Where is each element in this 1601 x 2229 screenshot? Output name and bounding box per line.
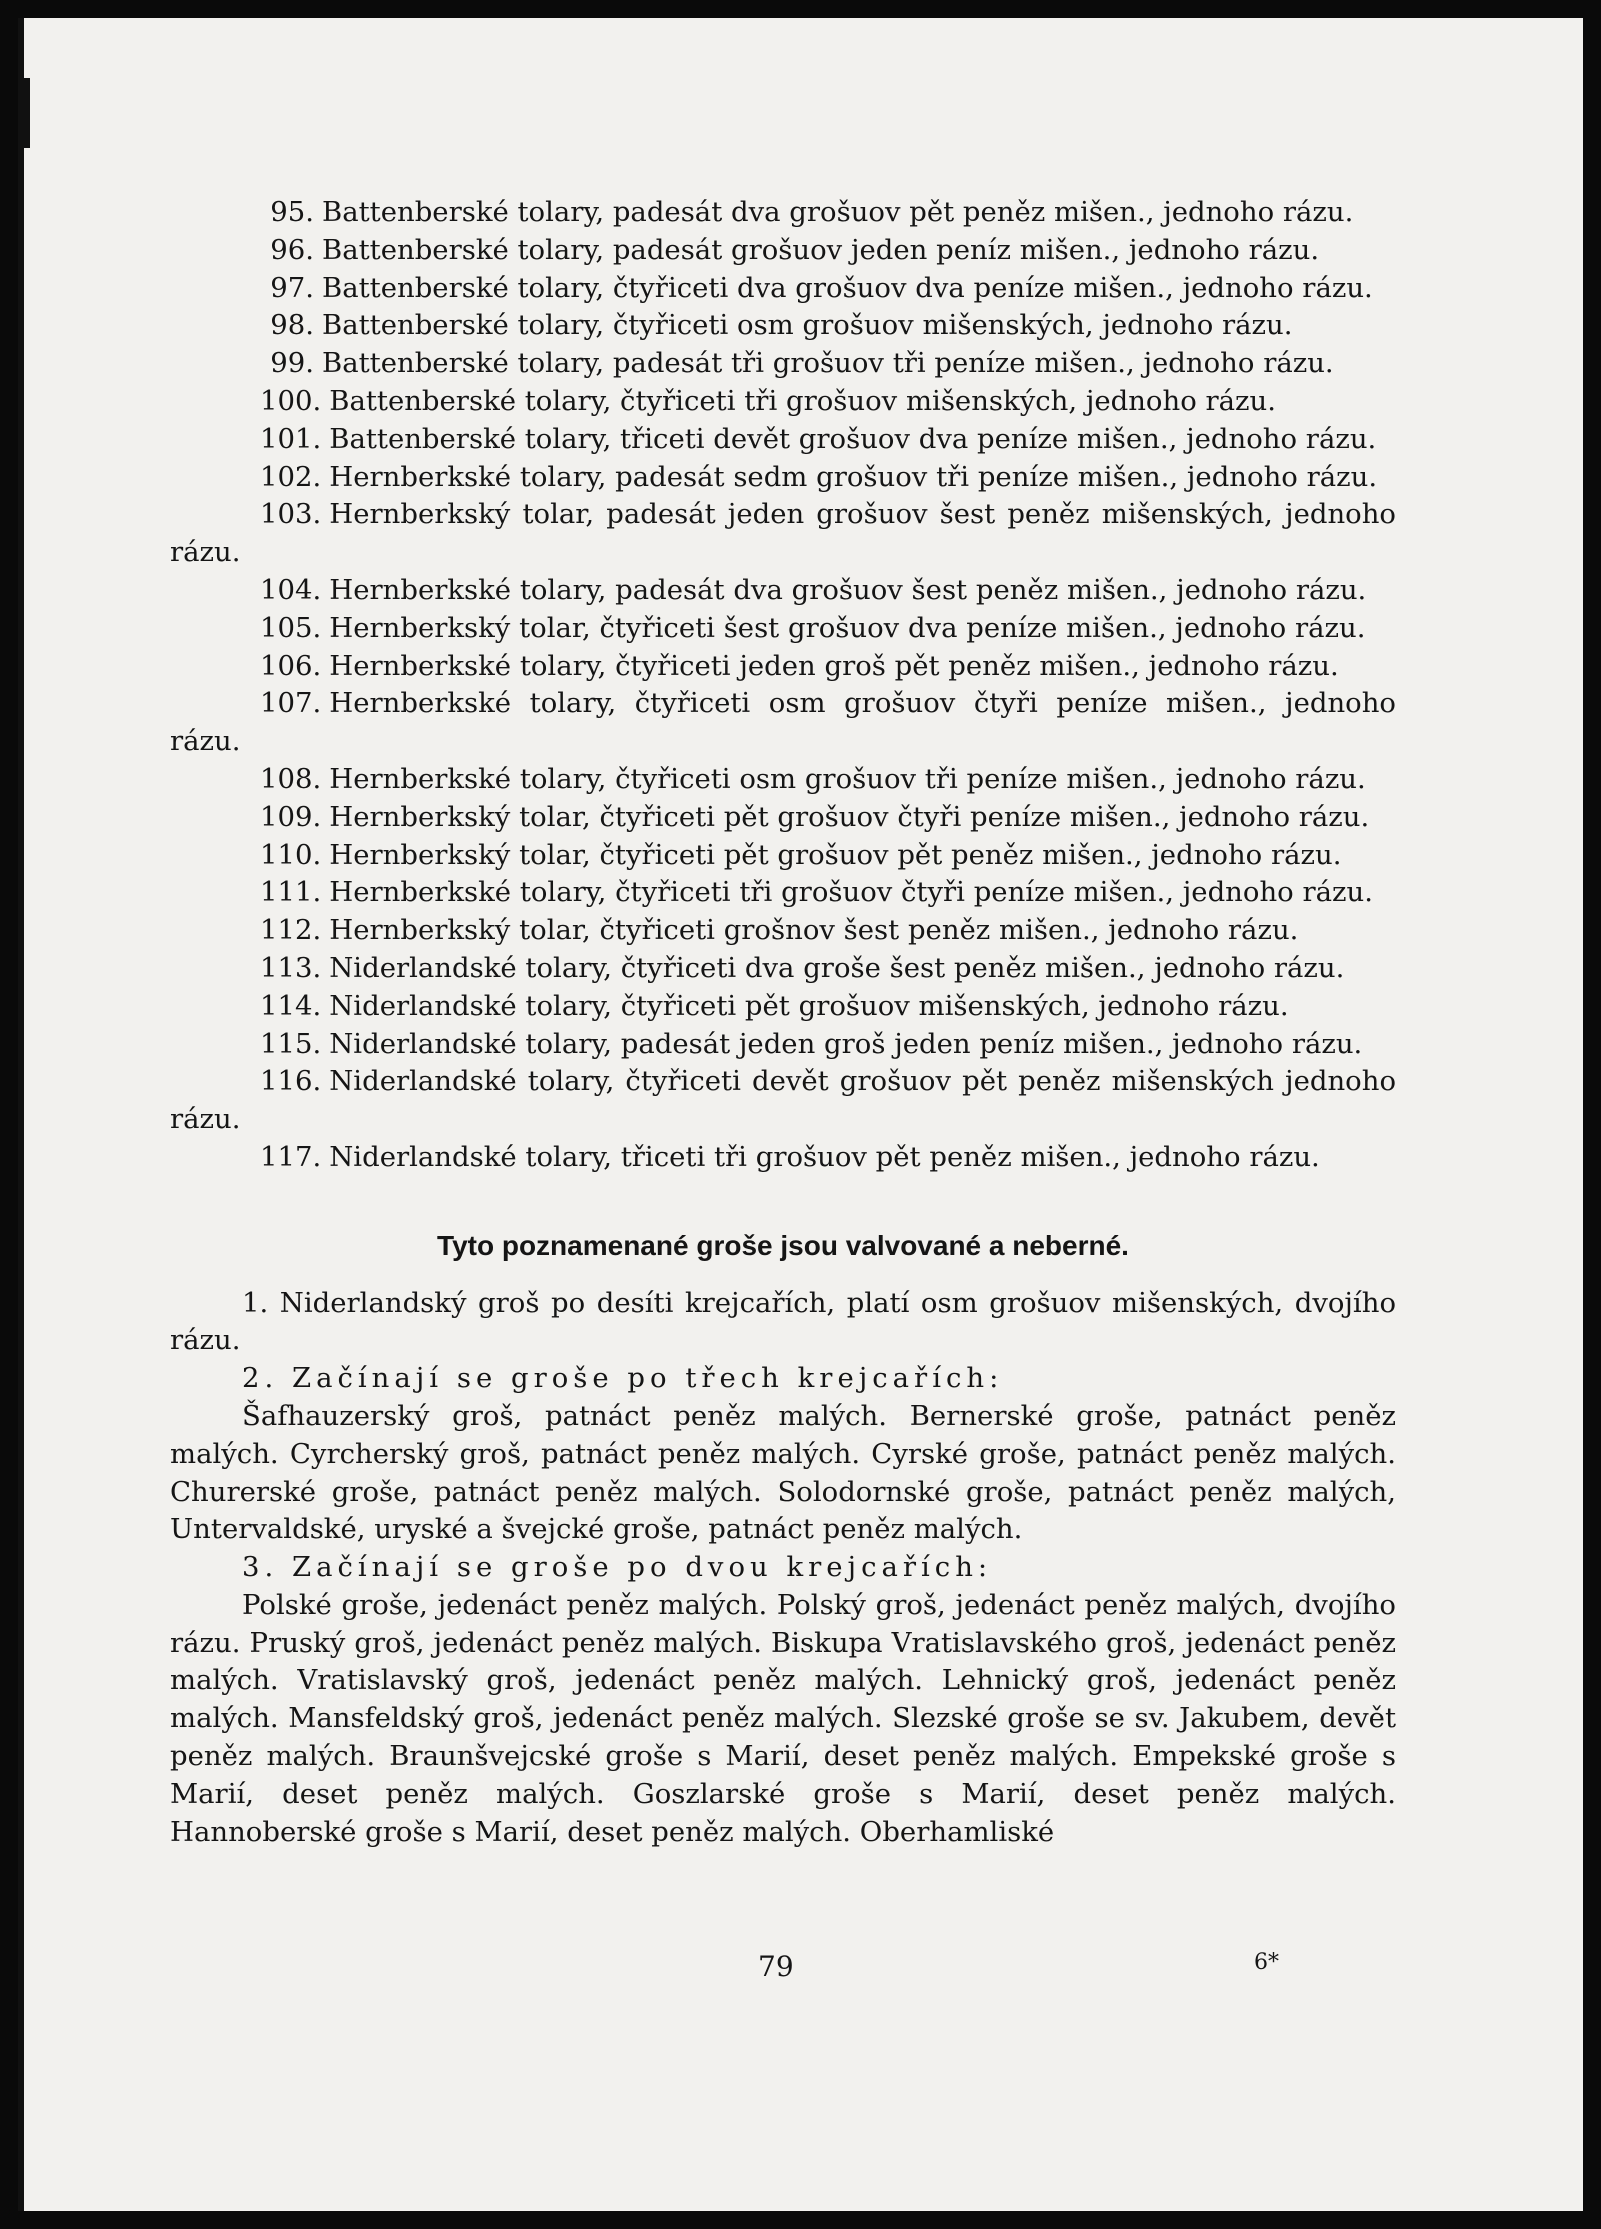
entry-108	[170, 761, 1396, 799]
entry-text: Niderlandské tolary, čtyřiceti devět grošuov pět peněz mišenských jednoho rázu.	[170, 1065, 1396, 1136]
entry-95	[170, 194, 1396, 232]
entry-text: Niderlandské tolary, padesát jeden groš jeden peníz mišen., jednoho rázu.	[329, 1027, 1363, 1060]
page-content	[170, 194, 1396, 1851]
entry-text: Hernberkské tolary, čtyřiceti osm grošuov tři peníze mišen., jednoho rázu.	[329, 762, 1366, 795]
entry-103	[170, 496, 1396, 572]
section-heading: Tyto poznamenané groše jsou valvované a neberné.	[437, 1229, 1129, 1261]
printer-signature-mark: 6*	[1254, 1950, 1279, 1975]
entry-110	[170, 837, 1396, 875]
entry-text: Hernberkské tolary, čtyřiceti tři grošuov čtyři peníze mišen., jednoho rázu.	[329, 876, 1373, 909]
entry-number: 106.	[260, 649, 322, 682]
entry-number: 97.	[270, 271, 314, 304]
entry-number: 112.	[260, 914, 322, 947]
entry-number: 111.	[260, 876, 322, 909]
book-page	[18, 18, 1583, 2211]
entry-text: Hernberkský tolar, čtyřiceti grošnov šest peněz mišen., jednoho rázu.	[329, 914, 1299, 947]
page-number: 79	[758, 1950, 794, 1983]
paragraph-3-label: 3. Začínají se groše po dvou krejcařích:	[242, 1551, 993, 1584]
entry-number: 104.	[260, 573, 322, 606]
entry-text: Hernberkský tolar, padesát jeden grošuov šest peněz mišenských, jednoho rázu.	[170, 498, 1396, 569]
entry-number: 95.	[270, 196, 314, 228]
entry-number: 114.	[260, 989, 322, 1022]
entry-97	[170, 270, 1396, 308]
entry-99	[170, 345, 1396, 383]
entry-number: 107.	[260, 687, 322, 720]
entry-number: 99.	[270, 347, 314, 380]
entry-number: 115.	[260, 1027, 322, 1060]
entry-115	[170, 1026, 1396, 1064]
entry-text: Hernberkský tolar, čtyřiceti šest grošuov dva peníze mišen., jednoho rázu.	[329, 611, 1366, 644]
entry-109	[170, 799, 1396, 837]
paragraph-3-text: Polské groše, jedenáct peněz malých. Polský groš, jedenáct peněz malých, dvojího rázu. Pruský groš, jedenáct peněz malých. Biskupa Vratislavského groš, jedenáct peněz malých. Vratislavský groš, jedenáct peněz malých. Lehnický groš, jedenáct peněz malých. Mansfeldský groš, jedenáct peněz malých. Slezské groše se sv. Jakubem, devět peněz malých. Braunšvejcské groše s Marií, deset peněz malých. Empekské groše s Marií, deset peněz malých. Goszlarské groše s Marií, deset peněz malých. Hannoberské groše s Marií, deset peněz malých. Oberhamliské	[170, 1588, 1396, 1848]
page-spine-notch	[24, 78, 30, 148]
entry-117	[170, 1139, 1396, 1177]
entry-number: 100.	[260, 384, 322, 417]
entry-number: 109.	[260, 800, 322, 833]
entry-105	[170, 610, 1396, 648]
entry-number: 102.	[260, 460, 322, 493]
entry-number: 96.	[270, 233, 314, 266]
entry-112	[170, 912, 1396, 950]
entry-text: Battenberské tolary, padesát grošuov jeden peníz mišen., jednoho rázu.	[322, 233, 1320, 266]
paragraph-1: 1. Niderlandský groš po desíti krejcařích, platí osm grošuov mišenských, dvojího rázu.	[170, 1286, 1396, 1357]
entry-number: 110.	[260, 838, 322, 871]
entry-number: 98.	[270, 309, 314, 342]
paragraph-2-label: 2. Začínají se groše po třech krejcařích:	[242, 1362, 1004, 1395]
entry-101	[170, 421, 1396, 459]
entry-114	[170, 988, 1396, 1026]
entry-111	[170, 874, 1396, 912]
entry-number: 116.	[260, 1065, 322, 1098]
entry-98	[170, 307, 1396, 345]
entry-number: 113.	[260, 951, 322, 984]
entry-96	[170, 232, 1396, 270]
entry-number: 108.	[260, 762, 322, 795]
entry-text: Hernberkský tolar, čtyřiceti pět grošuov pět peněz mišen., jednoho rázu.	[329, 838, 1342, 871]
entry-106	[170, 648, 1396, 686]
entry-text: Battenberské tolary, čtyřiceti osm grošuov mišenských, jednoho rázu.	[322, 309, 1293, 342]
entry-text: Niderlandské tolary, třiceti tři grošuov pět peněz mišen., jednoho rázu.	[329, 1140, 1320, 1173]
entry-text: Battenberské tolary, třiceti devět grošuov dva peníze mišen., jednoho rázu.	[329, 422, 1377, 455]
entry-text: Niderlandské tolary, čtyřiceti pět grošuov mišenských, jednoho rázu.	[329, 989, 1289, 1022]
entry-text: Battenberské tolary, padesát dva grošuov pět peněz mišen., jednoho rázu.	[322, 196, 1354, 228]
entry-number: 101.	[260, 422, 322, 455]
entry-116	[170, 1063, 1396, 1139]
entry-text: Hernberkské tolary, padesát sedm grošuov tři peníze mišen., jednoho rázu.	[329, 460, 1378, 493]
entry-number: 105.	[260, 611, 322, 644]
entry-text: Battenberské tolary, čtyřiceti dva grošuov dva peníze mišen., jednoho rázu.	[322, 271, 1373, 304]
entry-104	[170, 572, 1396, 610]
entry-text: Hernberkské tolary, čtyřiceti osm grošuov čtyři peníze mišen., jednoho rázu.	[170, 687, 1396, 758]
entry-text: Hernberkský tolar, čtyřiceti pět grošuov čtyři peníze mišen., jednoho rázu.	[329, 800, 1370, 833]
entry-100	[170, 383, 1396, 421]
page-spine-shadow	[18, 18, 24, 2211]
entry-text: Niderlandské tolary, čtyřiceti dva groše šest peněz mišen., jednoho rázu.	[329, 951, 1345, 984]
entry-text: Battenberské tolary, padesát tři grošuov tři peníze mišen., jednoho rázu.	[322, 347, 1334, 380]
entry-102	[170, 459, 1396, 497]
entry-107	[170, 685, 1396, 761]
entry-number: 117.	[260, 1140, 322, 1173]
paragraph-2-text: Šafhauzerský groš, patnáct peněz malých. Bernerské groše, patnáct peněz malých. Cyrcherský groš, patnáct peněz malých. Cyrské groše, patnáct peněz malých. Churerské groše, patnáct peněz malých. Solodornské groše, patnáct peněz malých, Untervaldské, uryské a švejcké groše, patnáct peněz malých.	[170, 1399, 1396, 1546]
entry-number: 103.	[260, 498, 322, 531]
entry-113	[170, 950, 1396, 988]
entry-text: Hernberkské tolary, padesát dva grošuov šest peněz mišen., jednoho rázu.	[329, 573, 1367, 606]
entry-text: Battenberské tolary, čtyřiceti tři grošuov mišenských, jednoho rázu.	[329, 384, 1276, 417]
entry-text: Hernberkské tolary, čtyřiceti jeden groš pět peněz mišen., jednoho rázu.	[329, 649, 1339, 682]
